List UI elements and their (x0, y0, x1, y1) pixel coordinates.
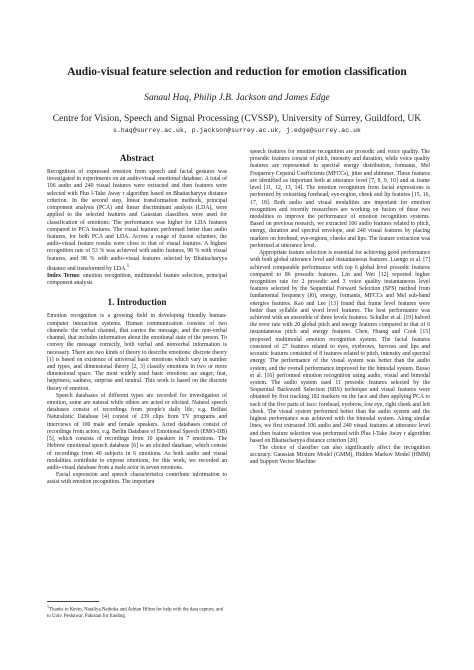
intro-paragraph-1: Emotion recognition is a growing field in developing friendly human-computer interaction systems. Human communication consists of two channels: the verbal channel, that carries the message, and the non-verbal channel, that includes information about the emotional state of the person. To convey the message correctly, both verbal and nonverbal information is necessary. There are two kinds of theory to describe emotions: discrete theory [1] is based on existence of universal basic emotions which vary in number and types, and dimensional theory [2, 3] classify emotions in two or more dimensional space. The most widely used basic emotions are anger, fear, happiness, sadness, surprise and neutral. This work is based on the discrete theory of emotion. (47, 313, 227, 392)
footnote (47, 604, 227, 620)
intro-paragraph-3: Facial expression and speech characteristics contribute information to assist with emotion recognition. The important (47, 472, 227, 486)
index-terms-label: Index Terms (47, 272, 79, 279)
abstract-text (47, 169, 227, 273)
footnote-rule (47, 601, 99, 602)
paper-emails: s.haq@surrey.ac.uk, p.jackson@surrey.ac.uk, j.edge@surrey.ac.uk (113, 127, 361, 134)
right-column (250, 149, 430, 467)
right-paragraph-2: Appropriate feature selection is essential for achieving good performance with both global utterance level and instantaneous features. Luengo et al. [7] achieved comparable performance with top 6 global level prosodic features compared to 86 prosodic features. Lin and Wei [12] reported higher recognition rate for 2 prosodic and 3 voice quality instantaneous level features selected by the Sequential Forward Selection (SFS) method from fundamental frequency (f0), energy, formants, MFCCs and Mel sub-band energies features. Kao and Lee [13] found that frame level features were better than syllable and word level features. The best performance was achieved with an ensemble of three levels features. Schuller et al. [19] halved the error rate with 20 global pitch and energy features compared to that of 6 instantaneous pitch and energy features. Chen, Huang and Cook [15] proposed multimodal emotion recognition system. The facial features consisted of 27 features related to eyes, eyebrows, furrows and lips and acoustic features consisted of 8 features related to pitch, intensity and spectral energy. The performance of the visual system was better than the audio system, and the overall performance improved for the bimodal system. Busso et al. [16] performed emotion recognition using audio, visual and bimodal system. The audio system used 11 prosodic features selected by the Sequential Backward Selection (SBS) technique and visual features were obtained by first tracking 102 markers on the face and then applying PCA to each of the five parts of face: forehead, eyebrow, low eye, right cheek and left cheek. The visual system performed better than the audio system and the highest performance was achieved with the bimodal system. Along similar lines, we first extracted 106 audio and 240 visual features at utterance level and then feature selection was performed with Plus l-Take Away r algorithm based on Bhattacharyya distance criterion [20]. (250, 250, 430, 444)
right-paragraph-1: speech features for emotion recognition are prosodic and voice quality. The prosodic features consist of pitch, intensity and duration, while voice quality features are represented in spectral energy distribution, formants, Mel Frequency Cepstral Coefficients (MFCCs), jitter and shimmer. These features are identified as important both at utterance level [7, 8, 9, 10] and at frame level [11, 12, 13, 14]. The emotion recognition from facial expressions is performed by extracting forehead, eye-region, cheek and lip features [15, 16, 17, 18]. Both audio and visual modalities are important for emotion recognition and recently researchers are working on fusion of these two modalities to improve the performance of emotion recognition systems. Based on previous research, we extracted 106 audio features related to pitch, energy, duration and spectral envelope, and 240 visual features by placing markers on forehead, eye-regions, cheeks and lips. The feature extraction was performed at utterance level. (250, 149, 430, 249)
abstract-heading: Abstract (119, 153, 155, 163)
index-terms (47, 273, 227, 287)
footnote-number: 1 (47, 604, 50, 609)
abstract-body: Recognition of expressed emotion from speech and facial gestures was investigated in experiments on an audio-visual emotional database. A total of 106 audio and 240 visual features were extracted and then features were selected with Plus l-Take Away r algorithm based on Bhattacharyya distance criterion. In the second step, linear transformation methods, principal component analysis (PCA) and linear discriminant analysis (LDA), were applied to the selected features and Gaussian classifiers were used for classification of emotions. The performance was higher for LDA features compared to PCA features. The visual features performed better than audio features, for both PCA and LDA. Across a range of fusion schemes, the audio-visual feature results were close to that of visual features. A highest recognition rate of 53 % was achieved with audio features, 98 % with visual features, and 98 % with audio-visual features selected by Bhattacharyya distance and transformed by LDA. (47, 169, 227, 272)
footnote-text: Thanks to Kevin, Nataliya Nadtoka and Adrian Hilton for help with the data capture, and to Univ. Peshawar, Pakistan for funding. (47, 607, 224, 619)
intro-paragraph-2: Speech databases of different types are recorded for investigation of emotion, some are natural while others are acted or elicited. Natural speech databases consist of recordings from people's daily life, e.g. Belfast Naturalistic Database [4] consist of 239 clips from TV programs and interviews of 100 male and female speakers. Acted databases consist of recordings from actors, e.g. Berlin Database of Emotional Speech (EMO-DB) [5], which consists of recordings from 10 speakers in 7 emotions. The Hebrew emotional speech database [6] is an elicited database, which consist of recordings from 40 subjects in 6 emotions. As both audio and visual modalities contribute to express emotions, for this work, we recorded an audio-visual database from a male actor in seven emotions. (47, 392, 227, 471)
paper-affiliation: Centre for Vision, Speech and Signal Processing (CVSSP), University of Surrey, Guildford, UK (52, 113, 422, 124)
paper-title: Audio-visual feature selection and reduction for emotion classification (67, 66, 407, 78)
right-paragraph-3: The choice of classifier can also significantly affect the recognition accuracy. Gaussian Mixture Model (GMM), Hidden Markov Model (HMM) and Support Vector Machine (250, 444, 430, 466)
index-terms-text: : emotion recognition, multimodal feature selection, principal component analysis (47, 272, 227, 287)
paper-authors: Sanaul Haq, Philip J.B. Jackson and James Edge (144, 93, 330, 103)
footnote-marker: 1 (126, 263, 130, 269)
left-column (47, 149, 227, 487)
introduction-heading: 1. Introduction (107, 297, 167, 308)
